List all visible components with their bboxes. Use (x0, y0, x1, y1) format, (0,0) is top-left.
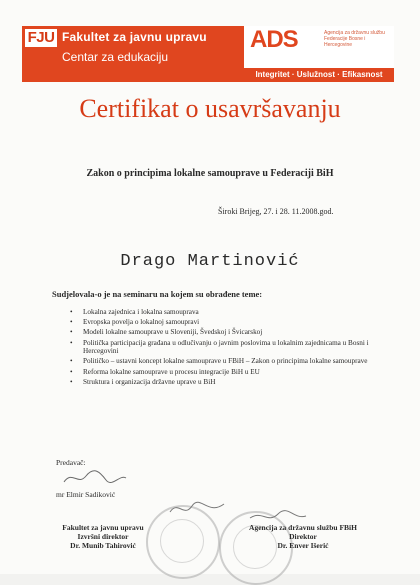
signatory-name: Dr. Enver Išerić (277, 541, 329, 550)
certificate-title: Certifikat o usavršavanju (79, 94, 341, 123)
presenter-name: mr Elmir Sadiković (56, 490, 116, 499)
ads-header (244, 26, 394, 82)
presenter-signature (60, 466, 130, 488)
ads-agency-text: Agencija za državnu službu Federacije Bosne i Hercegovine (324, 30, 385, 48)
ads-logo: ADS (250, 26, 298, 53)
law-title: Zakon o principima lokalne samouprave u Federaciji BiH (86, 168, 334, 179)
signatory-role: Direktor (289, 532, 317, 541)
topics-list (70, 308, 370, 388)
presenter-label: Predavač: (56, 458, 86, 467)
place-date: Široki Brijeg, 27. i 28. 11.2008.god. (218, 207, 334, 216)
header-banner (22, 26, 394, 82)
signature-block-left (40, 523, 166, 550)
list-item: • Političko – ustavni koncept lokalne samouprave u FBiH – Zakon o principima lokalne samouprave (70, 357, 370, 366)
signatory-org: Agencija za državnu službu FBiH (249, 523, 357, 532)
list-item: • Reforma lokalne samouprave u procesu integracije BiH u EU (70, 368, 370, 377)
list-item: • Struktura i organizacija državne uprave u BiH (70, 378, 370, 387)
list-item: • Evropska povelja o lokalnoj samoupravi (70, 318, 370, 327)
list-item: • Modeli lokalne samouprave u Sloveniji, Švedskoj i Švicarskoj (70, 328, 370, 337)
fju-header (22, 26, 244, 82)
signatory-org: Fakultet za javnu upravu (62, 523, 144, 532)
signature-block-right (228, 523, 378, 550)
participant-name: Drago Martinović (120, 252, 300, 271)
signatory-name: Dr. Munib Tahirović (70, 541, 136, 550)
ads-tagline: Integritet · Uslužnost · Efikasnost (244, 68, 394, 82)
list-item: • Politička participacija građana u odlučivanju o javnim poslovima u lokalnim zajednicama u Bosni i Hercegovini (70, 339, 370, 356)
signature-left (168, 498, 228, 520)
fju-logo: FJU (25, 29, 57, 47)
fju-center: Centar za edukaciju (62, 50, 169, 64)
fju-name: Fakultet za javnu upravu (62, 30, 207, 44)
list-item: • Lokalna zajednica i lokalna samouprava (70, 308, 370, 317)
seminar-intro: Sudjelovala-o je na seminaru na kojem su obrađene teme: (52, 289, 263, 299)
signatory-role: Izvršni direktor (77, 532, 129, 541)
